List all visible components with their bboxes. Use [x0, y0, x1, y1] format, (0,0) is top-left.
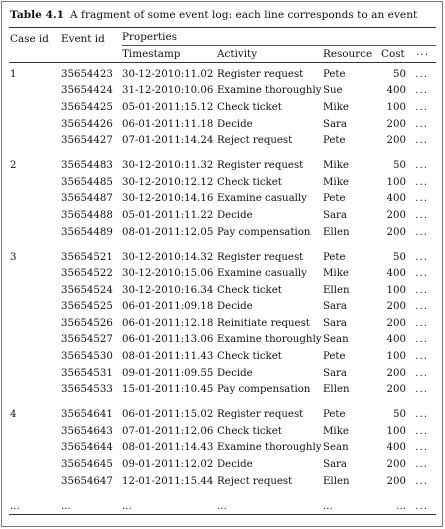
table-row — [10, 265, 428, 282]
header-activity: Activity — [217, 48, 258, 60]
cell-more: ... — [415, 68, 428, 80]
group-spacer — [10, 489, 428, 497]
spacer-cell — [10, 489, 428, 497]
cell-event-id: 35654526 — [61, 317, 113, 329]
cell-activity: Check ticket — [217, 101, 282, 113]
cell-resource: Sara — [323, 118, 347, 130]
cell-timestamp: 09-01-2011:09.55 — [122, 367, 214, 379]
table-row — [10, 348, 428, 365]
table-row — [10, 299, 428, 316]
cell-event-id: 35654525 — [61, 301, 113, 313]
cell-activity: Reject request — [217, 135, 293, 147]
cell-case-id — [10, 99, 61, 116]
cell-cost: 100 — [386, 176, 406, 188]
cell-more: ... — [415, 284, 428, 296]
cell-cost: 200 — [386, 317, 406, 329]
cell-activity: Decide — [217, 367, 253, 379]
table-row — [10, 157, 428, 174]
cell-case-id — [10, 365, 61, 382]
cell-activity: Examine thoroughly — [217, 85, 322, 97]
cell-resource: Mike — [323, 160, 349, 172]
cell-cost: 400 — [386, 442, 406, 454]
cell-cost: 200 — [386, 118, 406, 130]
cell-timestamp: 30-12-2010:11.02 — [122, 68, 214, 80]
cell-resource: Mike — [323, 268, 349, 280]
cell-cost: ... — [396, 500, 406, 512]
cell-resource: Sean — [323, 442, 349, 454]
cell-cost: 100 — [386, 284, 406, 296]
cell-timestamp: 30-12-2010:11.32 — [122, 160, 214, 172]
cell-event-id: 35654488 — [61, 209, 113, 221]
cell-resource: Pete — [323, 251, 346, 263]
table-row — [10, 224, 428, 241]
cell-activity: Examine casually — [217, 193, 307, 205]
table-row — [10, 456, 428, 473]
header-timestamp: Timestamp — [122, 48, 181, 60]
cell-cost: 50 — [393, 251, 406, 263]
cell-timestamp: 05-01-2011:15.12 — [122, 101, 214, 113]
cell-more: ... — [415, 251, 428, 263]
cell-case-id — [10, 332, 61, 349]
cell-event-id: 35654643 — [61, 425, 113, 437]
cell-cost: 200 — [386, 475, 406, 487]
cell-more: ... — [415, 384, 428, 396]
cell-activity: Reject request — [217, 475, 293, 487]
table-row — [10, 66, 428, 83]
spacer-cell — [10, 149, 428, 157]
table-row — [10, 423, 428, 440]
cell-resource: Mike — [323, 425, 349, 437]
cell-more: ... — [415, 367, 428, 379]
cell-event-id: ... — [61, 500, 71, 512]
cell-resource: Pete — [323, 135, 346, 147]
cell-event-id: 35654483 — [61, 160, 113, 172]
cell-case-id: 3 — [10, 251, 17, 263]
cell-cost: 200 — [386, 209, 406, 221]
cell-activity: Register request — [217, 409, 304, 421]
cell-case-id — [10, 83, 61, 100]
cell-event-id: 35654644 — [61, 442, 113, 454]
cell-event-id: 35654423 — [61, 68, 113, 80]
cell-case-id — [10, 207, 61, 224]
event-log-table — [10, 66, 428, 514]
cell-more: ... — [415, 226, 428, 238]
cell-activity: Examine thoroughly — [217, 334, 322, 346]
cell-cost: 50 — [393, 160, 406, 172]
cell-resource: Sean — [323, 334, 349, 346]
cell-activity: Register request — [217, 251, 304, 263]
cell-case-id — [10, 440, 61, 457]
cell-more: ... — [415, 442, 428, 454]
table-row — [10, 174, 428, 191]
cell-case-id — [10, 299, 61, 316]
cell-case-id: 4 — [10, 409, 17, 421]
cell-event-id: 35654424 — [61, 85, 113, 97]
cell-resource: Sue — [323, 85, 343, 97]
cell-more: ... — [415, 334, 428, 346]
cell-timestamp: 31-12-2010:10.06 — [122, 85, 214, 97]
cell-timestamp: 06-01-2011:09.18 — [122, 301, 214, 313]
table-row — [10, 440, 428, 457]
cell-more: ... — [415, 301, 428, 313]
cell-case-id: 1 — [10, 68, 17, 80]
cell-more: ... — [415, 193, 428, 205]
cell-event-id: 35654521 — [61, 251, 113, 263]
cell-resource: Ellen — [323, 284, 350, 296]
cell-case-id — [10, 348, 61, 365]
cell-timestamp: 09-01-2011:12.02 — [122, 459, 214, 471]
table-row — [10, 116, 428, 133]
table-row — [10, 315, 428, 332]
cell-cost: 400 — [386, 85, 406, 97]
cell-timestamp: 12-01-2011:15.44 — [122, 475, 214, 487]
cell-event-id: 35654426 — [61, 118, 113, 130]
group-spacer — [10, 149, 428, 157]
cell-activity: Reinitiate request — [217, 317, 310, 329]
properties-rule — [122, 45, 436, 46]
cell-case-id — [10, 381, 61, 398]
cell-cost: 200 — [386, 459, 406, 471]
cell-more: ... — [415, 101, 428, 113]
cell-more: ... — [415, 409, 428, 421]
cell-activity: Decide — [217, 209, 253, 221]
cell-cost: 400 — [386, 193, 406, 205]
cell-event-id: 35654641 — [61, 409, 113, 421]
cell-activity: Decide — [217, 118, 253, 130]
cell-more: ... — [415, 135, 428, 147]
cell-case-id: 2 — [10, 160, 17, 172]
bottom-rule — [9, 514, 436, 515]
cell-resource: Sara — [323, 367, 347, 379]
cell-case-id — [10, 282, 61, 299]
cell-event-id: 35654645 — [61, 459, 113, 471]
cell-resource: Sara — [323, 209, 347, 221]
header-cost: Cost — [381, 48, 405, 60]
cell-activity: Register request — [217, 160, 304, 172]
cell-timestamp: 08-01-2011:12.05 — [122, 226, 214, 238]
cell-activity: Check ticket — [217, 284, 282, 296]
cell-timestamp: 30-12-2010:14.16 — [122, 193, 214, 205]
header-resource: Resource — [323, 48, 373, 60]
cell-more: ... — [415, 85, 428, 97]
cell-activity: Check ticket — [217, 176, 282, 188]
cell-timestamp: 30-12-2010:15.06 — [122, 268, 214, 280]
cell-timestamp: 06-01-2011:15.02 — [122, 409, 214, 421]
cell-case-id — [10, 191, 61, 208]
cell-event-id: 35654533 — [61, 384, 113, 396]
header-more: ... — [416, 46, 429, 58]
header-properties: Properties — [122, 31, 177, 43]
header-event-id: Event id — [61, 33, 105, 45]
cell-event-id: 35654489 — [61, 226, 113, 238]
table-row — [10, 473, 428, 490]
cell-resource: Pete — [323, 409, 346, 421]
group-spacer — [10, 398, 428, 406]
spacer-cell — [10, 398, 428, 406]
cell-more: ... — [415, 351, 428, 363]
cell-more: ... — [415, 459, 428, 471]
cell-more: ... — [415, 475, 428, 487]
cell-resource: Pete — [323, 351, 346, 363]
cell-timestamp: ... — [122, 500, 132, 512]
cell-cost: 100 — [386, 101, 406, 113]
cell-timestamp: 06-01-2011:12.18 — [122, 317, 214, 329]
table-row — [10, 83, 428, 100]
table-row — [10, 132, 428, 149]
cell-more: ... — [415, 500, 428, 512]
top-rule — [9, 27, 436, 28]
cell-event-id: 35654524 — [61, 284, 113, 296]
caption-text: A fragment of some event log: each line corresponds to an event — [70, 9, 418, 21]
cell-more: ... — [415, 317, 428, 329]
cell-resource: Sara — [323, 317, 347, 329]
cell-timestamp: 07-01-2011:12.06 — [122, 425, 214, 437]
cell-case-id — [10, 224, 61, 241]
header-case-id: Case id — [10, 33, 49, 45]
cell-cost: 400 — [386, 268, 406, 280]
cell-activity: Pay compensation — [217, 226, 311, 238]
cell-resource: Ellen — [323, 226, 350, 238]
cell-resource: Mike — [323, 101, 349, 113]
table-row — [10, 498, 428, 515]
cell-cost: 200 — [386, 367, 406, 379]
table-row — [10, 406, 428, 423]
cell-more: ... — [415, 176, 428, 188]
cell-timestamp: 08-01-2011:11.43 — [122, 351, 214, 363]
cell-event-id: 35654427 — [61, 135, 113, 147]
cell-activity: ... — [217, 500, 227, 512]
cell-activity: Examine thoroughly — [217, 442, 322, 454]
cell-timestamp: 30-12-2010:16.34 — [122, 284, 214, 296]
cell-event-id: 35654530 — [61, 351, 113, 363]
cell-timestamp: 15-01-2011:10.45 — [122, 384, 214, 396]
cell-resource: ... — [323, 500, 333, 512]
cell-resource: Mike — [323, 176, 349, 188]
cell-resource: Pete — [323, 193, 346, 205]
caption-label: Table 4.1 — [10, 9, 65, 21]
cell-cost: 100 — [386, 425, 406, 437]
table-row — [10, 207, 428, 224]
cell-timestamp: 08-01-2011:14.43 — [122, 442, 214, 454]
cell-timestamp: 06-01-2011:11.18 — [122, 118, 214, 130]
cell-event-id: 35654425 — [61, 101, 113, 113]
cell-cost: 200 — [386, 226, 406, 238]
cell-event-id: 35654485 — [61, 176, 113, 188]
cell-activity: Register request — [217, 68, 304, 80]
cell-activity: Pay compensation — [217, 384, 311, 396]
cell-cost: 200 — [386, 301, 406, 313]
cell-timestamp: 05-01-2011:11.22 — [122, 209, 214, 221]
cell-case-id — [10, 174, 61, 191]
cell-event-id: 35654531 — [61, 367, 113, 379]
cell-timestamp: 07-01-2011:14.24 — [122, 135, 214, 147]
table-row — [10, 191, 428, 208]
cell-resource: Ellen — [323, 384, 350, 396]
cell-timestamp: 30-12-2010:12.12 — [122, 176, 214, 188]
cell-cost: 100 — [386, 351, 406, 363]
cell-resource: Ellen — [323, 475, 350, 487]
cell-case-id — [10, 456, 61, 473]
cell-cost: 50 — [393, 68, 406, 80]
cell-activity: Decide — [217, 459, 253, 471]
table-row — [10, 365, 428, 382]
cell-cost: 400 — [386, 334, 406, 346]
cell-cost: 50 — [393, 409, 406, 421]
cell-case-id: ... — [10, 500, 20, 512]
cell-case-id — [10, 116, 61, 133]
cell-more: ... — [415, 160, 428, 172]
cell-event-id: 35654527 — [61, 334, 113, 346]
table-row — [10, 249, 428, 266]
cell-more: ... — [415, 425, 428, 437]
spacer-cell — [10, 240, 428, 248]
cell-case-id — [10, 132, 61, 149]
cell-event-id: 35654522 — [61, 268, 113, 280]
cell-activity: Examine casually — [217, 268, 307, 280]
table-row — [10, 99, 428, 116]
cell-case-id — [10, 265, 61, 282]
cell-activity: Check ticket — [217, 425, 282, 437]
table-row — [10, 332, 428, 349]
group-spacer — [10, 240, 428, 248]
cell-timestamp: 06-01-2011:13.06 — [122, 334, 214, 346]
cell-resource: Pete — [323, 68, 346, 80]
cell-event-id: 35654647 — [61, 475, 113, 487]
table-row — [10, 282, 428, 299]
cell-activity: Check ticket — [217, 351, 282, 363]
table-caption — [10, 9, 417, 21]
table-row — [10, 381, 428, 398]
cell-more: ... — [415, 209, 428, 221]
cell-more: ... — [415, 268, 428, 280]
cell-cost: 200 — [386, 135, 406, 147]
cell-case-id — [10, 423, 61, 440]
cell-resource: Sara — [323, 459, 347, 471]
cell-resource: Sara — [323, 301, 347, 313]
cell-event-id: 35654487 — [61, 193, 113, 205]
cell-activity: Decide — [217, 301, 253, 313]
header-rule — [9, 62, 436, 63]
cell-more: ... — [415, 118, 428, 130]
cell-case-id — [10, 315, 61, 332]
cell-case-id — [10, 473, 61, 490]
cell-timestamp: 30-12-2010:14.32 — [122, 251, 214, 263]
cell-cost: 200 — [386, 384, 406, 396]
